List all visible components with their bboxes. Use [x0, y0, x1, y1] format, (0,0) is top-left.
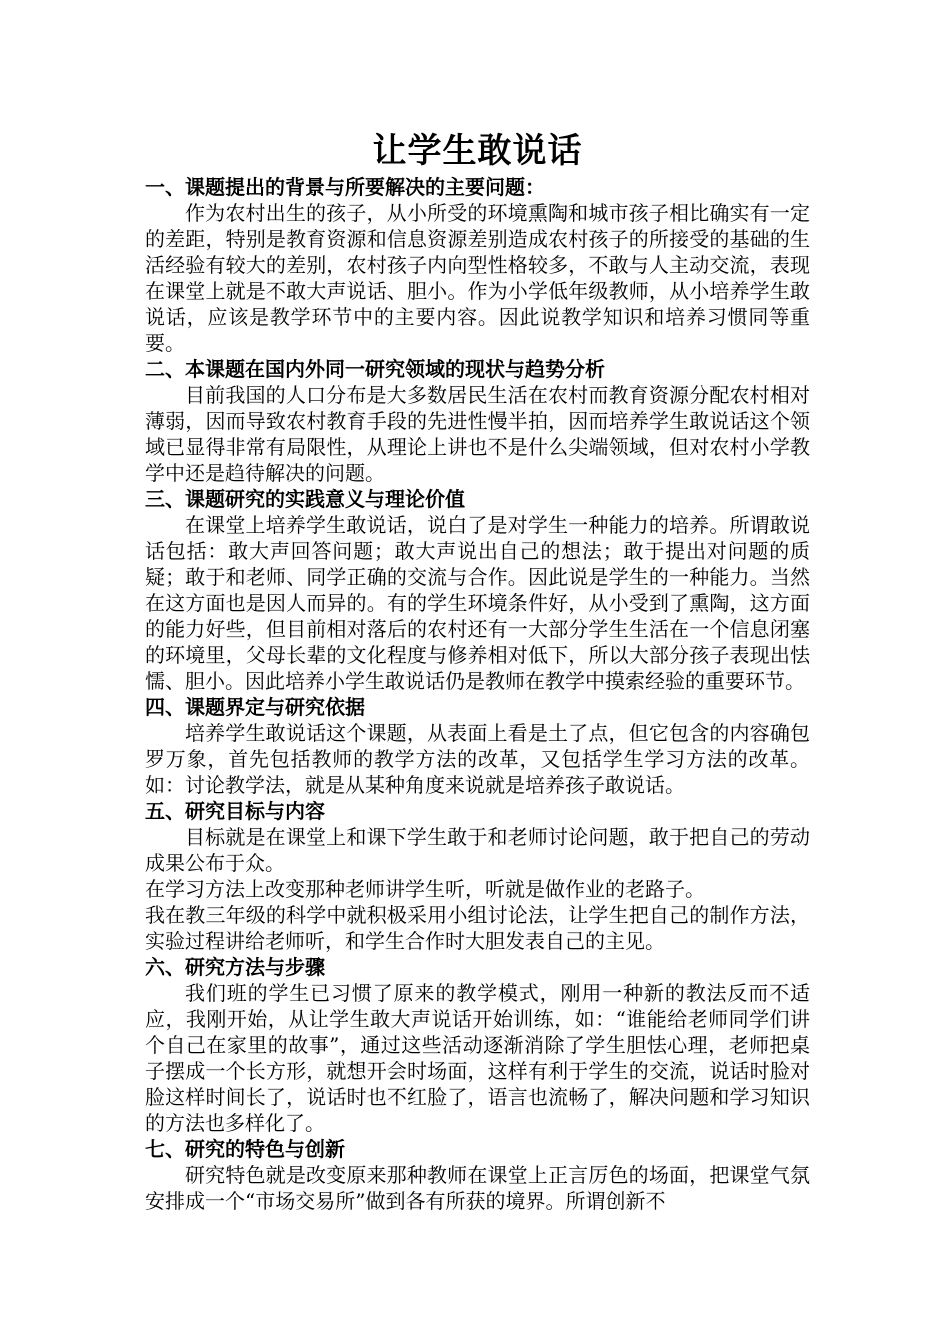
section-2: [145, 356, 810, 486]
section-1: [145, 174, 810, 356]
section-heading: 五、研究目标与内容: [145, 799, 325, 823]
section-paragraph: 我在教三年级的科学中就积极采用小组讨论法，让学生把自己的制作方法，实验过程讲给老师听，和学生合作时大胆发表自己的主见。: [145, 903, 810, 953]
section-6: [145, 954, 810, 1136]
section-paragraph: 作为农村出生的孩子，从小所受的环境熏陶和城市孩子相比确实有一定的差距，特别是教育资源和信息资源差别造成农村孩子的所接受的基础的生活经验有较大的差别，农村孩子内向型性格较多，不敢与人主动交流，表现在课堂上就是不敢大声说话、胆小。作为小学低年级教师，从小培养学生敢说话，应该是教学环节中的主要内容。因此说教学知识和培养习惯同等重要。: [145, 201, 810, 355]
section-3: [145, 486, 810, 694]
section-heading: 七、研究的特色与创新: [145, 1137, 345, 1161]
section-heading: 三、课题研究的实践意义与理论价值: [145, 487, 465, 511]
document-page: [145, 128, 810, 1214]
section-heading: 四、课题界定与研究依据: [145, 695, 365, 719]
section-paragraph: 目前我国的人口分布是大多数居民生活在农村而教育资源分配农村相对薄弱，因而导致农村教育手段的先进性慢半拍，因而培养学生敢说话这个领域已显得非常有局限性，从理论上讲也不是什么尖端领域，但对农村小学教学中还是趋待解决的问题。: [145, 383, 810, 485]
section-7: [145, 1136, 810, 1214]
section-paragraph: 目标就是在课堂上和课下学生敢于和老师讨论问题，敢于把自己的劳动成果公布于众。: [145, 825, 810, 875]
section-5: [145, 798, 810, 954]
section-paragraph: 在课堂上培养学生敢说话，说白了是对学生一种能力的培养。所谓敢说话包括：敢大声回答问题；敢大声说出自己的想法；敢于提出对问题的质疑；敢于和老师、同学正确的交流与合作。因此说是学生的一种能力。当然在这方面也是因人而异的。有的学生环境条件好，从小受到了熏陶，这方面的能力好些，但目前相对落后的农村还有一大部分学生生活在一个信息闭塞的环境里，父母长辈的文化程度与修养相对低下，所以大部分孩子表现出怯懦、胆小。因此培养小学生敢说话仍是教师在教学中摸索经验的重要环节。: [145, 513, 810, 693]
section-paragraph: 我们班的学生已习惯了原来的教学模式，刚用一种新的教法反而不适应，我刚开始，从让学生敢大声说话开始训练，如：“谁能给老师同学们讲个自己在家里的故事”，通过这些活动逐渐消除了学生胆怯心理，老师把桌子摆成一个长方形，就想开会时场面，这样有利于学生的交流，说话时脸对脸这样时间长了，说话时也不红脸了，语言也流畅了，解决问题和学习知识的方法也多样化了。: [145, 981, 810, 1135]
document-title: 让学生敢说话: [372, 131, 583, 171]
section-4: [145, 694, 810, 798]
section-paragraph: 研究特色就是改变原来那种教师在课堂上正言厉色的场面，把课堂气氛安排成一个“市场交易所”做到各有所获的境界。所谓创新不: [145, 1163, 810, 1213]
section-heading: 二、本课题在国内外同一研究领域的现状与趋势分析: [145, 357, 605, 381]
section-heading: 六、研究方法与步骤: [145, 955, 325, 979]
section-heading: 一、课题提出的背景与所要解决的主要问题：: [145, 175, 545, 199]
section-paragraph: 培养学生敢说话这个课题，从表面上看是土了点，但它包含的内容确包罗万象，首先包括教师的教学方法的改革，又包括学生学习方法的改革。如：讨论教学法，就是从某种角度来说就是培养孩子敢说话。: [145, 721, 810, 797]
section-paragraph: 在学习方法上改变那种老师讲学生听，听就是做作业的老路子。: [145, 877, 705, 901]
